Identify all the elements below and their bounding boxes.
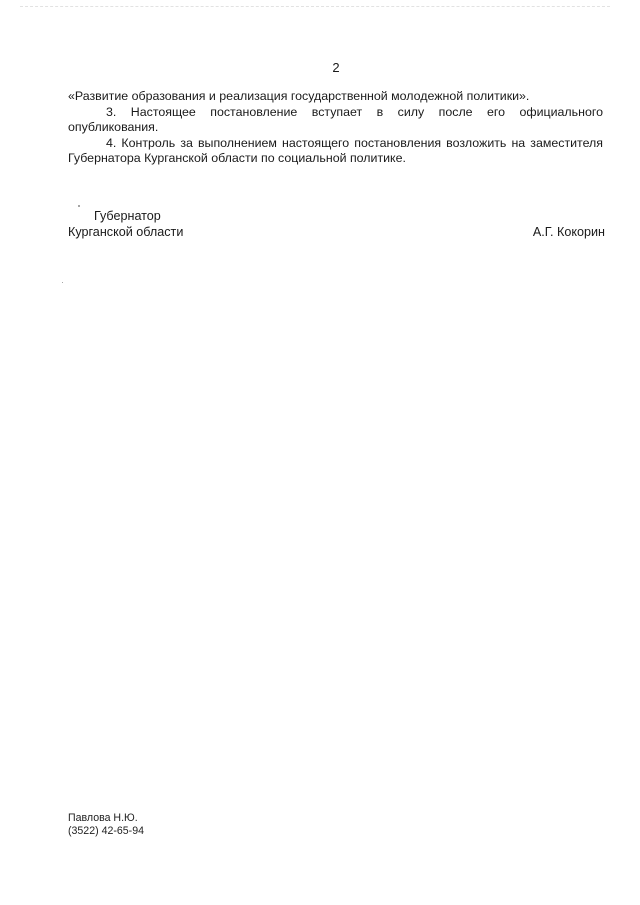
- page-number: 2: [332, 60, 340, 75]
- signatory-name: А.Г. Кокорин: [532, 225, 605, 239]
- executor-phone: (3522) 42-65-94: [68, 825, 144, 837]
- signatory-title-line1: Губернатор: [94, 209, 161, 223]
- executor-footer: [68, 812, 144, 838]
- signatory-title-line2: Курганской области: [68, 224, 184, 239]
- paragraph-3: 3. Настоящее постановление вступает в силу после его официального опубликования.: [68, 104, 603, 134]
- scan-dot: [62, 282, 63, 283]
- paragraph-4: 4. Контроль за выполнением настоящего постановления возложить на заместителя Губернатора Курганской области по социальной политике.: [68, 135, 603, 165]
- executor-name: Павлова Н.Ю.: [68, 812, 138, 824]
- scan-artifact-line: [20, 6, 610, 11]
- scan-dot: [78, 205, 80, 207]
- body-line-program-title: «Развитие образования и реализация государственной молодежной политики».: [68, 89, 530, 103]
- document-body: [68, 89, 603, 167]
